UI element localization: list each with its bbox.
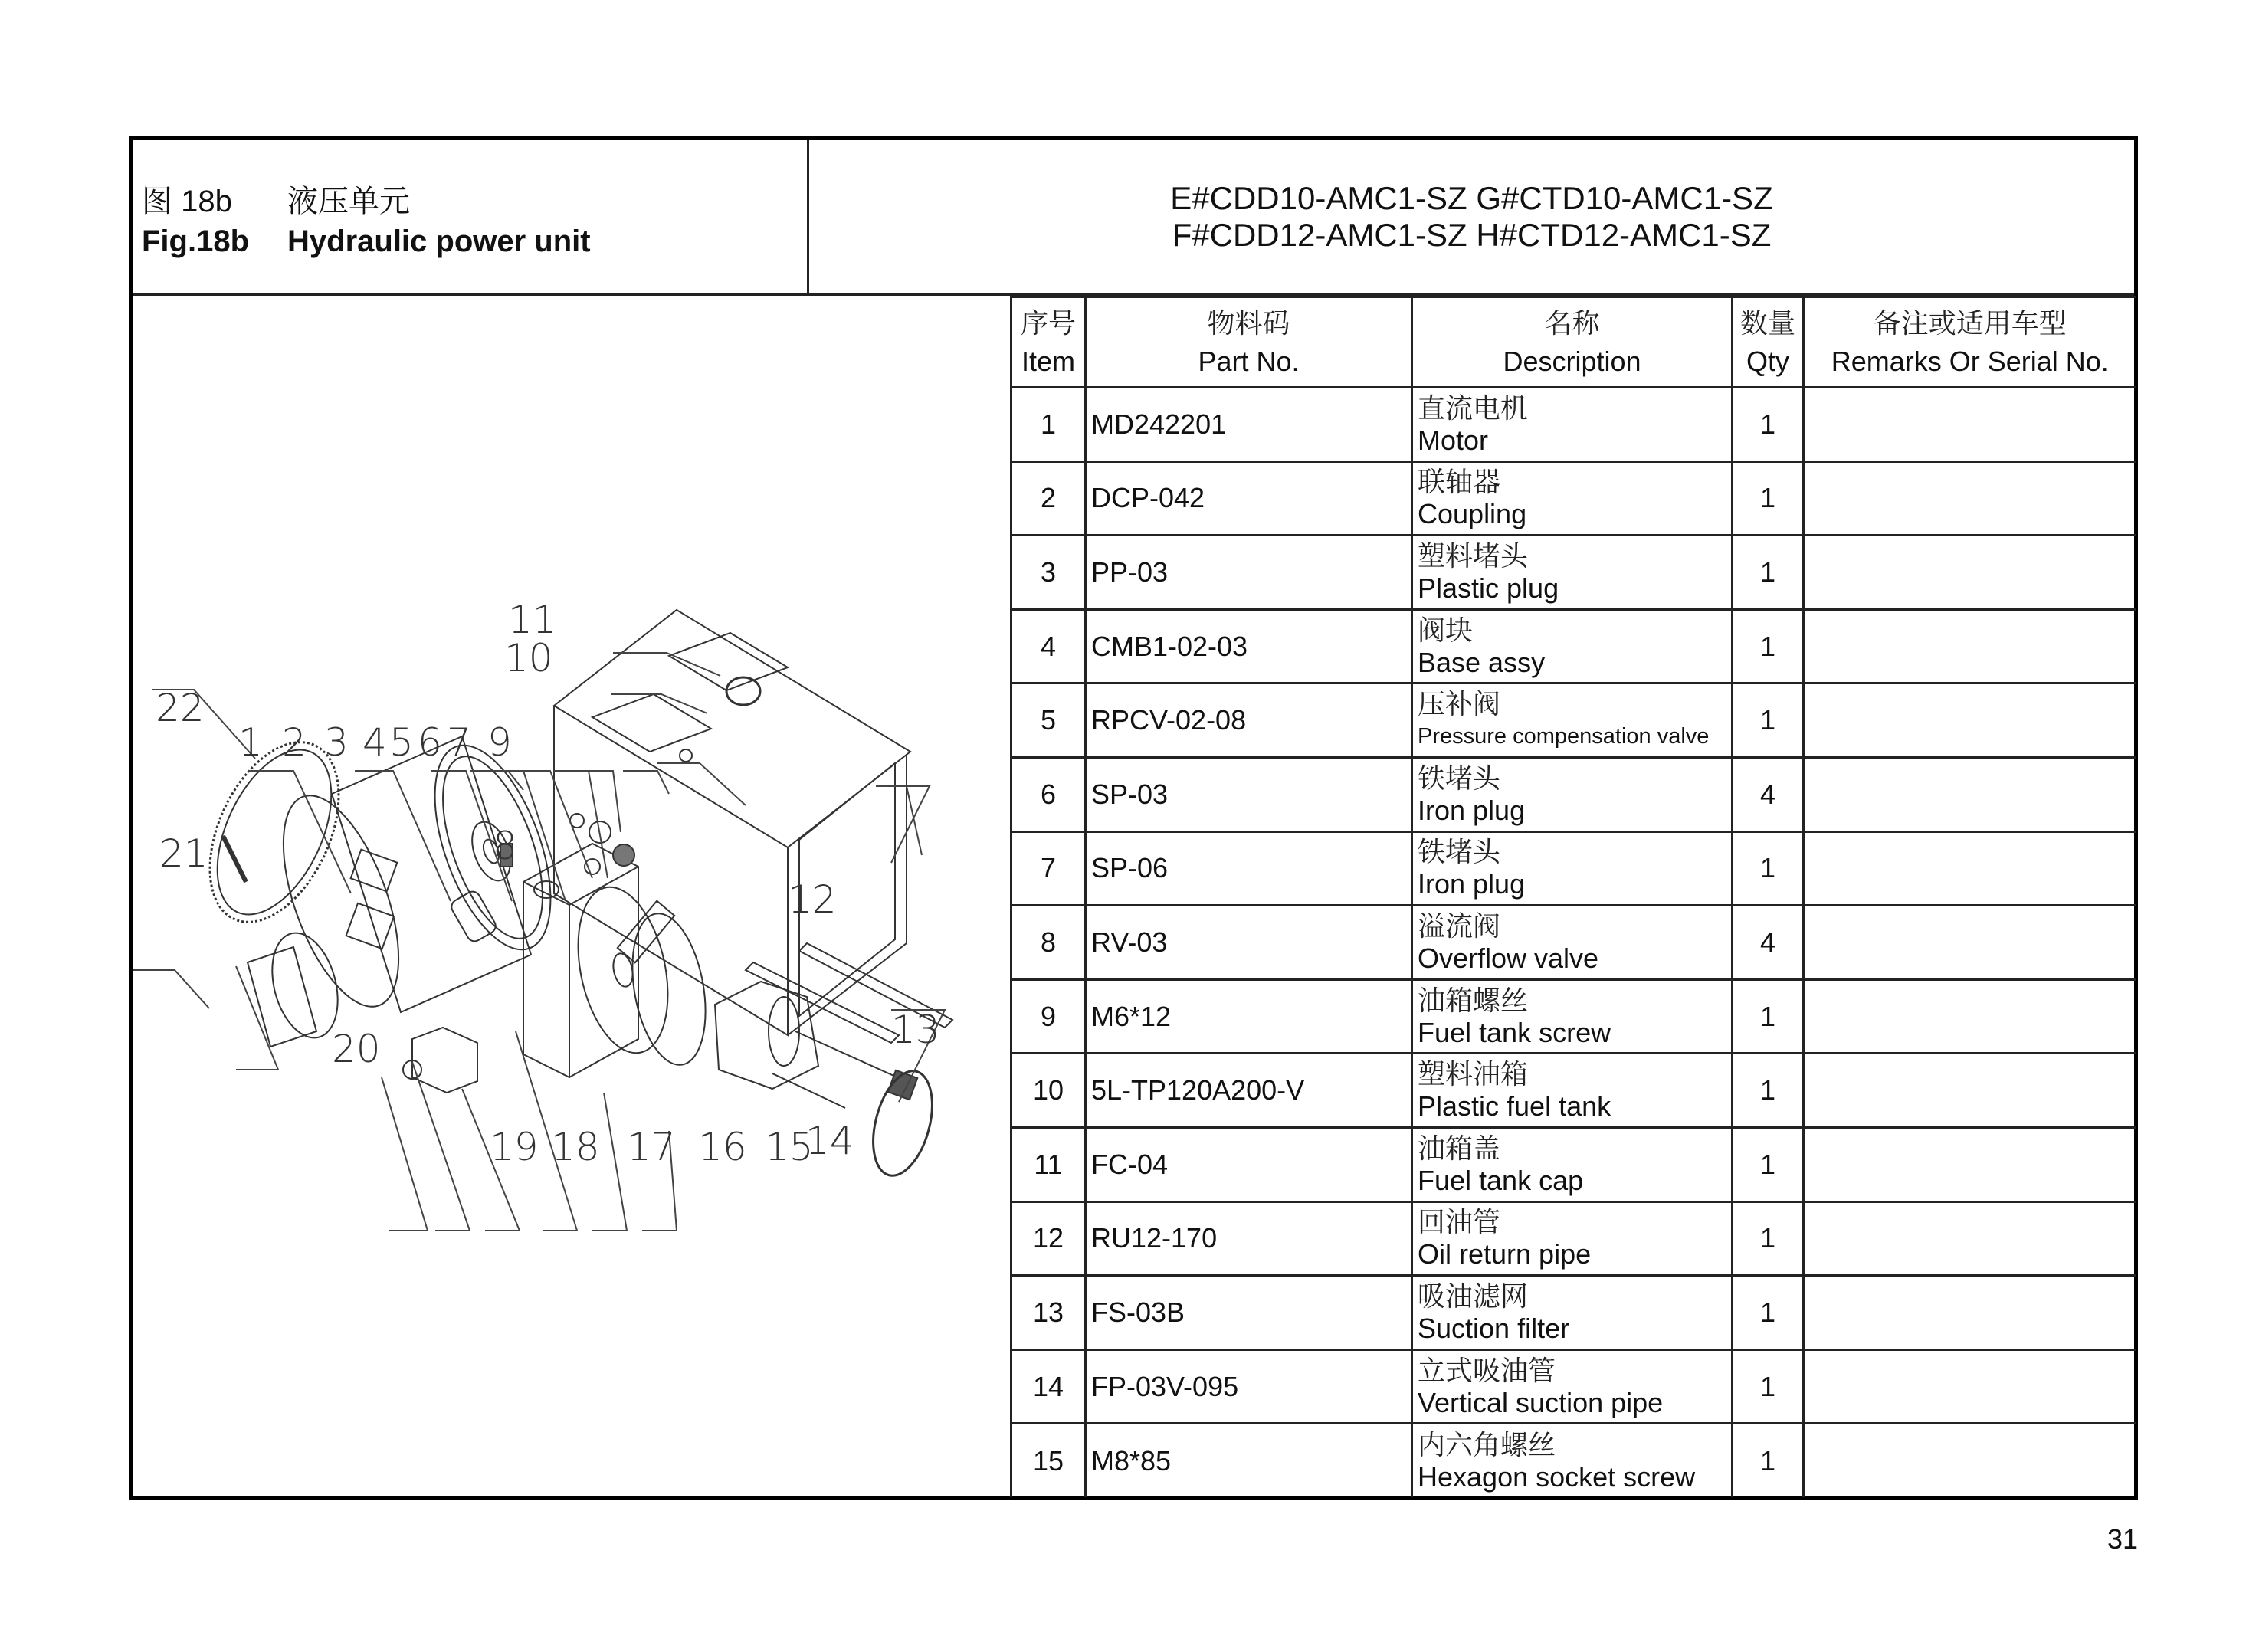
table-row: [1011, 683, 2136, 758]
remarks: [1804, 906, 2136, 980]
description-en: Overflow valve: [1418, 942, 1599, 974]
table-row: [1011, 536, 2136, 610]
item-number: 8: [1011, 906, 1086, 980]
remarks: [1804, 979, 2136, 1054]
part-number: FS-03B: [1086, 1276, 1412, 1350]
part-number: 5L-TP120A200-V: [1086, 1054, 1412, 1128]
callout-3: 3: [324, 720, 349, 765]
description-en: Fuel tank screw: [1418, 1016, 1611, 1048]
hydraulic-unit-drawing: [133, 296, 1010, 1496]
description: [1412, 906, 1733, 980]
callout-20: 20: [332, 1027, 381, 1071]
description-cn: 内六角螺丝: [1418, 1428, 1556, 1460]
description-en: Iron plug: [1418, 868, 1526, 900]
callout-4: 4: [362, 720, 387, 765]
part-number: M8*85: [1086, 1424, 1412, 1498]
description: [1412, 831, 1733, 906]
page-number: 31: [2107, 1523, 2139, 1555]
item-number: 10: [1011, 1054, 1086, 1128]
description-en: Iron plug: [1418, 794, 1526, 826]
quantity: 1: [1733, 683, 1804, 758]
quantity: 1: [1733, 1127, 1804, 1201]
header-qty: 数量 Qty: [1733, 297, 1804, 388]
remarks: [1804, 1424, 2136, 1498]
description-en: Motor: [1418, 424, 1489, 456]
description: [1412, 757, 1733, 831]
description: [1412, 609, 1733, 683]
quantity: 1: [1733, 1349, 1804, 1424]
callout-8: 8: [493, 824, 517, 868]
quantity: 1: [1733, 388, 1804, 462]
table-row: [1011, 906, 2136, 980]
description-en: Oil return pipe: [1418, 1238, 1592, 1270]
item-number: 15: [1011, 1424, 1086, 1498]
description-cn: 立式吸油管: [1418, 1354, 1556, 1386]
item-number: 11: [1011, 1127, 1086, 1201]
description-en: Coupling: [1418, 498, 1527, 530]
table-row: [1011, 757, 2136, 831]
callout-10: 10: [504, 636, 553, 680]
quantity: 1: [1733, 831, 1804, 906]
remarks: [1804, 1276, 2136, 1350]
description-cn: 油箱螺丝: [1418, 984, 1529, 1016]
remarks: [1804, 1349, 2136, 1424]
description-cn: 铁堵头: [1418, 762, 1501, 794]
remarks: [1804, 609, 2136, 683]
header-item: 序号 Item: [1011, 297, 1086, 388]
figure-name-cn: 液压单元: [287, 185, 410, 218]
callout-18: 18: [551, 1125, 600, 1169]
models-line-2: F#CDD12-AMC1-SZ H#CTD12-AMC1-SZ: [1172, 217, 1772, 253]
callout-15: 15: [765, 1125, 814, 1169]
header-remarks: 备注或适用车型 Remarks Or Serial No.: [1804, 297, 2136, 388]
callout-5: 5: [389, 720, 414, 765]
callout-13: 13: [891, 1008, 940, 1052]
description: [1412, 979, 1733, 1054]
description-cn: 回油管: [1418, 1206, 1501, 1238]
description-en: Fuel tank cap: [1418, 1164, 1584, 1196]
title-row: [133, 140, 2134, 296]
description-en: Suction filter: [1418, 1312, 1570, 1344]
table-row: [1011, 979, 2136, 1054]
remarks: [1804, 388, 2136, 462]
item-number: 5: [1011, 683, 1086, 758]
part-number: M6*12: [1086, 979, 1412, 1054]
quantity: 1: [1733, 461, 1804, 536]
remarks: [1804, 831, 2136, 906]
part-number: CMB1-02-03: [1086, 609, 1412, 683]
table-row: [1011, 1201, 2136, 1276]
figure-number-en: Fig.18b: [142, 225, 250, 258]
remarks: [1804, 1201, 2136, 1276]
description-en: Pressure compensation valve: [1418, 724, 1710, 749]
callout-16: 16: [698, 1125, 747, 1169]
description-cn: 溢流阀: [1418, 910, 1501, 942]
description-cn: 油箱盖: [1418, 1132, 1501, 1164]
parts-page-frame: [129, 136, 2138, 1500]
callout-12: 12: [788, 877, 837, 922]
quantity: 1: [1733, 979, 1804, 1054]
item-number: 1: [1011, 388, 1086, 462]
callout-17: 17: [627, 1125, 676, 1169]
part-number: FC-04: [1086, 1127, 1412, 1201]
table-row: [1011, 1349, 2136, 1424]
item-number: 3: [1011, 536, 1086, 610]
models-line-1: E#CDD10-AMC1-SZ G#CTD10-AMC1-SZ: [1170, 180, 1773, 216]
part-number: MD242201: [1086, 388, 1412, 462]
item-number: 6: [1011, 757, 1086, 831]
header-part-no: 物料码 Part No.: [1086, 297, 1412, 388]
remarks: [1804, 683, 2136, 758]
figure-title-cn: [142, 177, 410, 221]
description-cn: 铁堵头: [1418, 836, 1501, 868]
table-row: [1011, 1276, 2136, 1350]
remarks: [1804, 461, 2136, 536]
part-number: DCP-042: [1086, 461, 1412, 536]
description: [1412, 536, 1733, 610]
table-header-row: [1011, 297, 2136, 388]
quantity: 4: [1733, 757, 1804, 831]
parts-list-table: [1010, 296, 2136, 1497]
header-description: 名称 Description: [1412, 297, 1733, 388]
quantity: 1: [1733, 1054, 1804, 1128]
description: [1412, 1054, 1733, 1128]
item-number: 13: [1011, 1276, 1086, 1350]
table-row: [1011, 609, 2136, 683]
remarks: [1804, 536, 2136, 610]
description: [1412, 1201, 1733, 1276]
figure-number-cn: 图 18b: [142, 185, 232, 218]
exploded-view-diagram: [133, 296, 1010, 1496]
description-en: Plastic plug: [1418, 572, 1559, 604]
description-en: Hexagon socket screw: [1418, 1460, 1696, 1493]
table-row: [1011, 1424, 2136, 1498]
description: [1412, 461, 1733, 536]
description: [1412, 1424, 1733, 1498]
description: [1412, 683, 1733, 758]
table-row: [1011, 1054, 2136, 1128]
description-cn: 压补阀: [1418, 688, 1501, 720]
description-cn: 吸油滤网: [1418, 1280, 1529, 1312]
description: [1412, 1127, 1733, 1201]
callout-1: 1: [238, 720, 263, 765]
part-number: SP-03: [1086, 757, 1412, 831]
figure-title: [133, 140, 809, 293]
description: [1412, 388, 1733, 462]
item-number: 9: [1011, 979, 1086, 1054]
description-cn: 直流电机: [1418, 392, 1529, 424]
callout-14: 14: [805, 1119, 854, 1163]
part-number: RU12-170: [1086, 1201, 1412, 1276]
callout-7: 7: [447, 720, 471, 765]
remarks: [1804, 757, 2136, 831]
item-number: 7: [1011, 831, 1086, 906]
remarks: [1804, 1054, 2136, 1128]
table-row: [1011, 461, 2136, 536]
quantity: 1: [1733, 609, 1804, 683]
callout-2: 2: [282, 720, 307, 765]
table-row: [1011, 388, 2136, 462]
remarks: [1804, 1127, 2136, 1201]
item-number: 14: [1011, 1349, 1086, 1424]
callout-22: 22: [156, 686, 205, 730]
figure-name-en: Hydraulic power unit: [287, 225, 591, 258]
table-row: [1011, 831, 2136, 906]
table-row: [1011, 1127, 2136, 1201]
quantity: 4: [1733, 906, 1804, 980]
callout-21: 21: [159, 831, 208, 876]
quantity: 1: [1733, 1424, 1804, 1498]
figure-title-en: [142, 225, 591, 259]
description-cn: 联轴器: [1418, 466, 1501, 498]
quantity: 1: [1733, 1201, 1804, 1276]
item-number: 12: [1011, 1201, 1086, 1276]
description-en: Plastic fuel tank: [1418, 1090, 1611, 1123]
description: [1412, 1349, 1733, 1424]
callout-19: 19: [490, 1125, 539, 1169]
description-en: Vertical suction pipe: [1418, 1386, 1664, 1418]
description-cn: 塑料油箱: [1418, 1058, 1529, 1090]
quantity: 1: [1733, 1276, 1804, 1350]
description-en: Base assy: [1418, 646, 1546, 678]
quantity: 1: [1733, 536, 1804, 610]
description: [1412, 1276, 1733, 1350]
item-number: 2: [1011, 461, 1086, 536]
callout-11: 11: [508, 598, 557, 642]
part-number: FP-03V-095: [1086, 1349, 1412, 1424]
callout-9: 9: [487, 720, 512, 765]
callout-6: 6: [418, 720, 442, 765]
applicable-models: [809, 140, 2134, 293]
part-number: RV-03: [1086, 906, 1412, 980]
part-number: RPCV-02-08: [1086, 683, 1412, 758]
description-cn: 阀块: [1418, 614, 1474, 646]
description-cn: 塑料堵头: [1418, 539, 1529, 572]
part-number: SP-06: [1086, 831, 1412, 906]
part-number: PP-03: [1086, 536, 1412, 610]
item-number: 4: [1011, 609, 1086, 683]
